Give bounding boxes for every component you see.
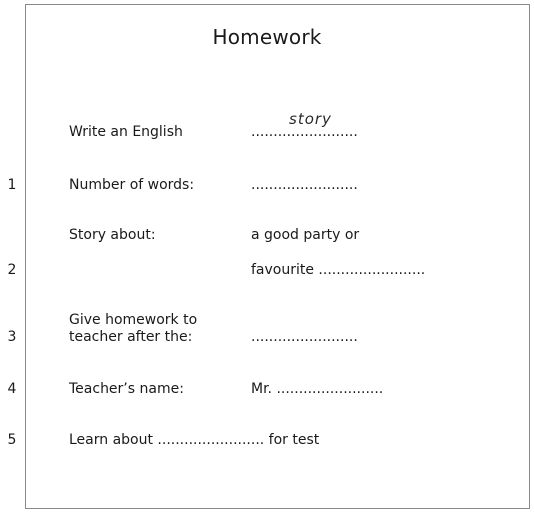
page-title: Homework bbox=[212, 25, 322, 49]
question-number-4: 4 bbox=[7, 381, 17, 397]
example-label: Write an English bbox=[69, 124, 183, 140]
example-dots: ........................ bbox=[251, 124, 358, 140]
question-number-3: 3 bbox=[7, 329, 17, 345]
q4-answer-blank: Mr. ........................ bbox=[251, 381, 384, 397]
q2-line1: a good party or bbox=[251, 227, 360, 243]
q2-answer-blank: favourite ........................ bbox=[251, 262, 426, 278]
q3-answer-blank: ........................ bbox=[251, 329, 358, 345]
q1-label: Number of words: bbox=[69, 177, 195, 193]
question-number-1: 1 bbox=[7, 177, 17, 193]
q5-text: Learn about ........................ for test bbox=[69, 432, 320, 448]
q4-label: Teacher’s name: bbox=[69, 381, 184, 397]
question-number-5: 5 bbox=[7, 432, 17, 448]
q2-label: Story about: bbox=[69, 227, 156, 243]
q3-label-line1: Give homework to bbox=[69, 312, 198, 328]
question-number-2: 2 bbox=[7, 262, 17, 278]
q1-answer-blank: ........................ bbox=[251, 177, 358, 193]
example-answer: story bbox=[289, 110, 332, 128]
q3-label-line2: teacher after the: bbox=[69, 329, 193, 345]
